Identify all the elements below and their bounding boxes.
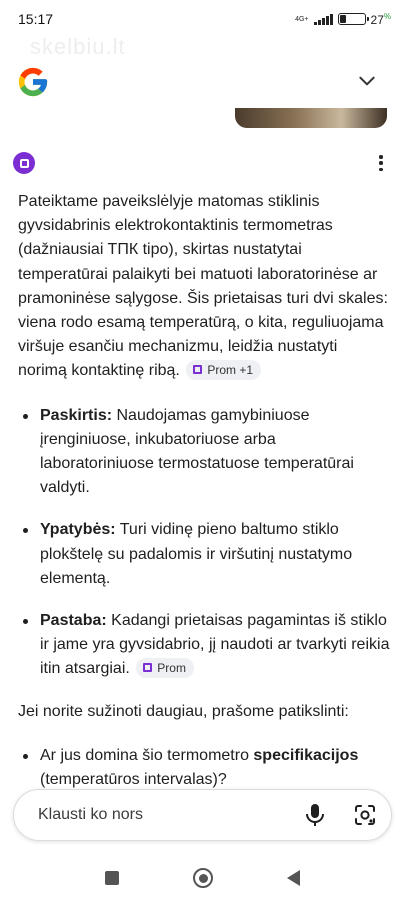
response-bullets xyxy=(18,404,390,682)
list-item: Pastaba: Kadangi prietaisas pagamintas iš stiklo ir jame yra gyvsidabrio, jį naudoti ar tvarkyti reikia itin atsargiai. Prom xyxy=(18,609,390,682)
header xyxy=(0,55,405,115)
status-time: 15:17 xyxy=(18,11,54,27)
list-item: Paskirtis: Naudojamas gamybiniuose įrenginiuose, inkubatoriuose arba laboratoriniuose termostatuose temperatūrai valdyti. xyxy=(18,404,390,501)
watermark: skelbiu.lt xyxy=(30,34,126,59)
home-circle-icon[interactable] xyxy=(193,868,213,888)
source-chip[interactable]: Prom xyxy=(136,658,194,678)
gemini-icon xyxy=(13,152,35,174)
status-icons xyxy=(295,12,391,27)
recents-square-icon[interactable] xyxy=(105,871,119,885)
signal-icon xyxy=(314,14,333,25)
battery-icon xyxy=(338,13,366,25)
prompt-input[interactable] xyxy=(38,806,303,824)
list-item: Ar jus domina šio termometro specifikacijos (temperatūros intervalas)? xyxy=(18,744,390,792)
chevron-down-icon[interactable] xyxy=(357,71,377,91)
list-item: Ypatybės: Turi vidinę pieno baltumo stiklo plokštelę su padalomis ir viršutinį nustatymo elementą. xyxy=(18,518,390,591)
network-type: 4G+ xyxy=(295,15,309,23)
response-header xyxy=(0,150,405,176)
google-g-icon[interactable] xyxy=(16,65,50,99)
image-thumbnail[interactable] xyxy=(235,108,387,128)
response-followup: Jei norite sužinoti daugiau, prašome patikslinti: xyxy=(18,702,349,720)
prompt-bar xyxy=(13,789,392,841)
battery-percent: 27% xyxy=(370,11,391,27)
back-triangle-icon[interactable] xyxy=(287,870,300,886)
status-bar xyxy=(0,0,405,38)
source-chip-icon xyxy=(193,365,202,374)
microphone-icon[interactable] xyxy=(303,803,327,827)
response-intro: Pateiktame paveikslėlyje matomas stiklinis gyvsidabrinis elektrokontaktinis termometras (dažniausiai TПК tipo), skirtas nustatytai temperatūrai palaikyti bei matuoti laboratorinėse ar pramoninėse sąlygose. Šis prietaisas turi dvi skales: viena rodo esamą temperatūrą, o kita, reguliuojama viršuje esančiu mechanizmu, leidžia nustatyti norimą kontaktinę ribą. Prom +1 xyxy=(18,193,388,380)
camera-lens-icon[interactable] xyxy=(353,803,377,827)
followup-bullets xyxy=(18,744,390,792)
response-content xyxy=(18,190,390,792)
more-vert-icon[interactable] xyxy=(379,155,383,171)
source-chip[interactable]: Prom +1 xyxy=(186,360,261,380)
system-navbar xyxy=(0,856,405,900)
source-chip-icon xyxy=(143,663,152,672)
